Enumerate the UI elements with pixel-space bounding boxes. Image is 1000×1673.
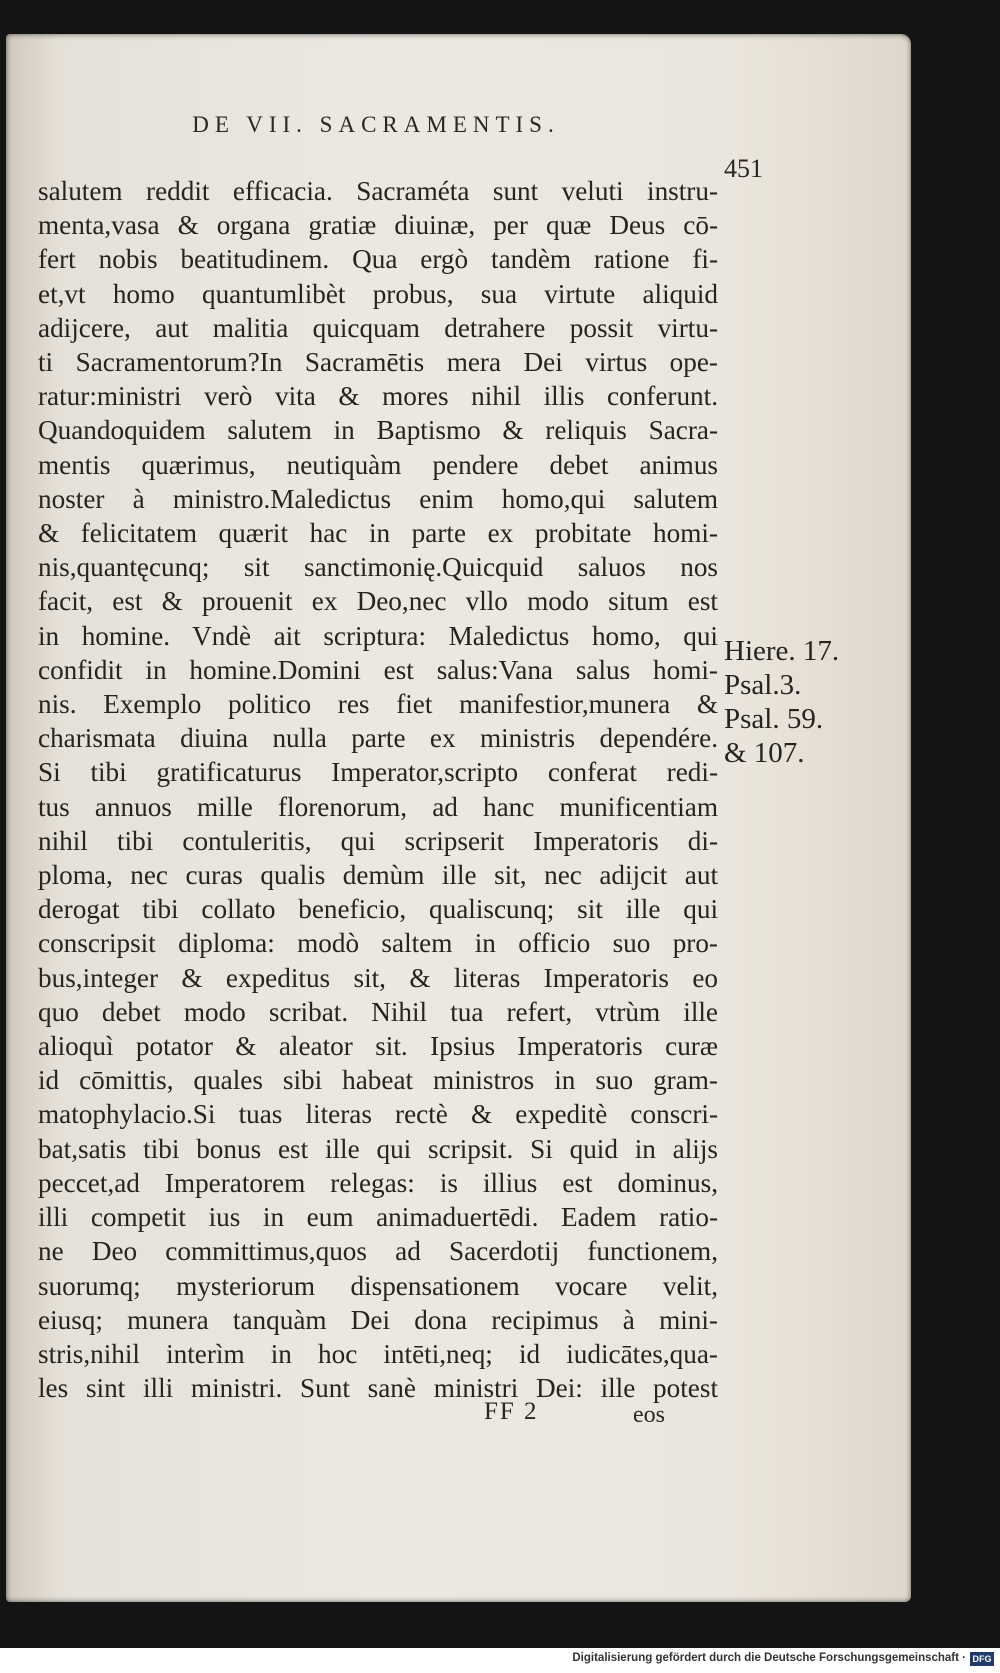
text-line: confidit in homine.Domini est salus:Vana salus homi- xyxy=(38,654,718,685)
text-line: ploma, nec curas qualis demùm ille sit, nec adijcit aut xyxy=(38,860,718,891)
dfg-logo: DFG xyxy=(970,1652,994,1666)
text-line: alioquì potator & aleator sit. Ipsius Imperatoris curæ xyxy=(38,1031,718,1062)
body-text xyxy=(38,174,718,1405)
margin-notes xyxy=(724,634,874,770)
running-head: DE VII. SACRAMENTIS. xyxy=(192,112,560,137)
text-line: Si tibi gratificaturus Imperator,scripto conferat redi- xyxy=(38,757,718,788)
signature-mark: FF 2 xyxy=(484,1398,539,1425)
text-line: in homine. Vndè ait scriptura: Maledictus homo, qui xyxy=(38,620,718,651)
text-line: derogat tibi collato beneficio, qualiscunq; sit ille qui xyxy=(38,894,718,925)
text-line: conscripsit diploma: modò saltem in officio suo pro- xyxy=(38,928,718,959)
text-line: bus,integer & expeditus sit, & literas Imperatoris eo xyxy=(38,962,718,993)
text-line: les sint illi ministri. Sunt sanè ministri Dei: ille potest xyxy=(38,1373,718,1404)
margin-note: Psal.3. xyxy=(724,669,802,701)
text-line: ti Sacramentorum?In Sacramētis mera Dei virtus ope- xyxy=(38,347,718,378)
text-line: et,vt homo quantumlibèt probus, sua virtute aliquid xyxy=(38,278,718,309)
text-line: tus annuos mille florenorum, ad hanc munificentiam xyxy=(38,791,718,822)
text-line: suorumq; mysteriorum dispensationem vocare velit, xyxy=(38,1270,718,1301)
text-line: salutem reddit efficacia. Sacraméta sunt veluti instru- xyxy=(38,176,718,206)
text-line: illi competit ius in eum animaduertēdi. Eadem ratio- xyxy=(38,1202,718,1233)
margin-note: Psal. 59. xyxy=(724,703,824,735)
text-line: stris,nihil interìm in hoc intēti,neq; id iudicātes,qua- xyxy=(38,1338,718,1369)
text-line: ne Deo committimus,quos ad Sacerdotij functionem, xyxy=(38,1236,718,1267)
text-line: eiusq; munera tanquàm Dei dona recipimus à mini- xyxy=(38,1304,718,1335)
book-page xyxy=(6,34,911,1602)
margin-note: & 107. xyxy=(724,737,805,769)
text-line: nis. Exemplo politico res fiet manifestior,munera & xyxy=(38,689,718,720)
page-number: 451 xyxy=(724,154,763,183)
text-line: mentis quærimus, neutiquàm pendere debet animus xyxy=(38,449,718,480)
text-line: nis,quantęcunq; sit sanctimonię.Quicquid saluos nos xyxy=(38,552,718,583)
funding-notice: Digitalisierung gefördert durch die Deutsche Forschungsgemeinschaft · xyxy=(572,1652,966,1664)
catchword: eos xyxy=(633,1402,665,1428)
text-line: adijcere, aut malitia quicquam detrahere possit virtu- xyxy=(38,312,718,343)
text-line: nihil tibi contuleritis, qui scripserit Imperatoris di- xyxy=(38,825,718,856)
text-line: & felicitatem quærit hac in parte ex probitate homi- xyxy=(38,518,718,549)
text-line: facit, est & prouenit ex Deo,nec vllo modo situm est xyxy=(38,586,718,617)
text-line: id cōmittis, quales sibi habeat ministros in suo gram- xyxy=(38,1065,718,1096)
text-line: fert nobis beatitudinem. Qua ergò tandèm ratione fi- xyxy=(38,244,718,275)
text-line: charismata diuina nulla parte ex ministris dependére. xyxy=(38,723,718,754)
text-line: ratur:ministri verò vita & mores nihil illis conferunt. xyxy=(38,381,718,412)
text-line: noster à ministro.Maledictus enim homo,qui salutem xyxy=(38,483,718,514)
margin-note: Hiere. 17. xyxy=(724,635,840,667)
text-line: Quandoquidem salutem in Baptismo & reliquis Sacra- xyxy=(38,415,718,446)
text-line: bat,satis tibi bonus est ille qui scripsit. Si quid in alijs xyxy=(38,1133,718,1164)
text-line: quo debet modo scribat. Nihil tua refert, vtrùm ille xyxy=(38,996,718,1027)
text-line: peccet,ad Imperatorem relegas: is illius est dominus, xyxy=(38,1167,718,1198)
footer-bar xyxy=(0,1648,1000,1673)
text-line: menta,vasa & organa gratiæ diuinæ, per quæ Deus cō- xyxy=(38,210,718,241)
text-line: matophylacio.Si tuas literas rectè & expeditè conscri- xyxy=(38,1099,718,1130)
